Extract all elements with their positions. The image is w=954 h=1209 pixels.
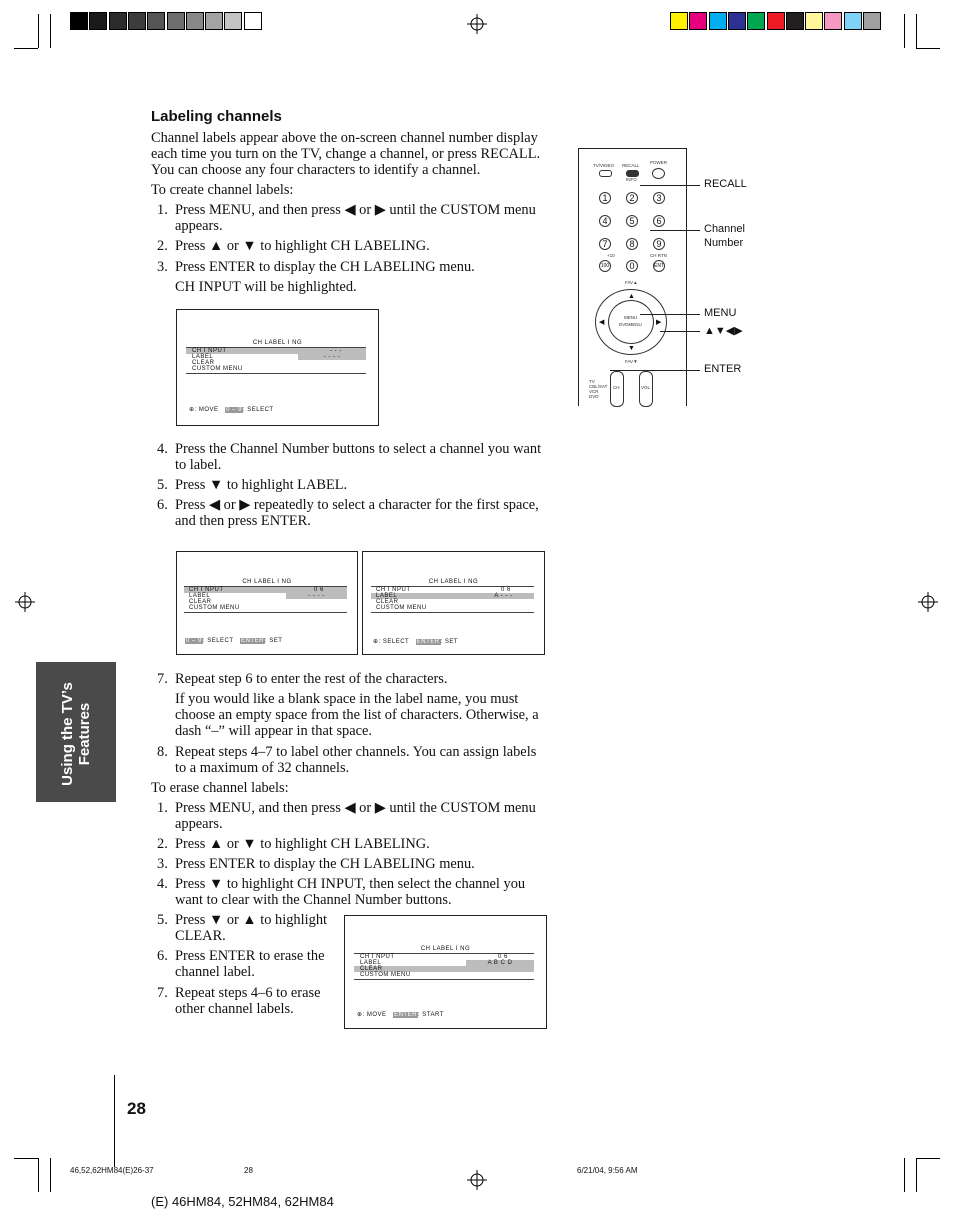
crop-mark	[38, 1158, 39, 1192]
color-swatch	[747, 12, 765, 30]
screen-title: CH LABEL I NG	[252, 340, 303, 346]
digit-100-button: 100	[599, 260, 611, 272]
step-item: 6. Press ◀ or ▶ repeatedly to select a character for the first space, and then press ENTER.	[157, 497, 539, 529]
gray-swatch	[244, 12, 262, 30]
gray-swatch	[70, 12, 88, 30]
step-item: 8. Repeat steps 4–7 to label other channels. You can assign labels to a maximum of 32 channels.	[157, 744, 537, 776]
digit-3-button: 3	[653, 192, 665, 204]
menu-row-ch-input: CH I NPUT 0 6	[360, 954, 508, 960]
callout-line	[610, 370, 700, 371]
mode-tv-label: TV	[589, 379, 595, 384]
ch-label: CH	[613, 385, 620, 390]
callout-line	[640, 185, 700, 186]
ch-labeling-screen	[362, 551, 545, 655]
remote-control-illustration	[578, 148, 687, 406]
menu-button-label: MENU	[624, 315, 638, 320]
callout-number: Number	[704, 237, 744, 249]
crop-mark	[916, 1158, 940, 1159]
menu-row-label: LABEL - - - -	[186, 354, 366, 360]
digit-7-button: 7	[599, 238, 611, 250]
tv-video-label: TV/VIDEO	[593, 163, 615, 168]
screen-title: CH LABEL I NG	[428, 579, 479, 585]
step-item: 6. Press ENTER to erase the channel label.	[157, 948, 325, 980]
ch-labeling-screen	[176, 551, 358, 655]
power-label: POWER	[650, 160, 668, 165]
gray-swatch	[128, 12, 146, 30]
menu-row-custom-menu: CUSTOM MENU	[189, 605, 240, 611]
callout-line	[660, 331, 700, 332]
footer-file: 46,52,62HM84(E)26-37	[70, 1166, 154, 1175]
digit-6-button: 6	[653, 215, 665, 227]
color-swatch	[767, 12, 785, 30]
step-note: If you would like a blank space in the label name, you must choose an empty space from the list of characters. Otherwise, a dash “–” will appear in that space.	[175, 691, 539, 739]
recall-label: RECALL	[622, 163, 640, 168]
gray-swatch	[147, 12, 165, 30]
screen-title: CH LABEL I NG	[420, 946, 471, 952]
fav-down-label: FAV▼	[625, 359, 638, 364]
crop-mark	[916, 48, 940, 49]
digit-1-button: 1	[599, 192, 611, 204]
divider	[371, 612, 534, 613]
footer-page: 28	[244, 1166, 253, 1175]
gray-swatch	[89, 12, 107, 30]
create-intro: To create channel labels:	[151, 182, 294, 198]
arrow-right-icon: ▶	[656, 318, 662, 326]
vol-label: VOL	[641, 385, 651, 390]
arrow-up-icon: ▲	[628, 292, 635, 300]
step-item: 2. Press ▲ or ▼ to highlight CH LABELING.	[157, 836, 430, 852]
digit-4-button: 4	[599, 215, 611, 227]
gray-swatch	[167, 12, 185, 30]
crop-mark	[916, 14, 917, 48]
color-swatch	[728, 12, 746, 30]
recall-button	[626, 170, 639, 177]
section-side-tab: Using the TV’s Features	[36, 662, 116, 802]
menu-row-label: LABEL A - - -	[371, 593, 534, 599]
color-swatch	[863, 12, 881, 30]
color-swatch	[709, 12, 727, 30]
page-heading: Labeling channels	[151, 108, 282, 125]
plus10-label: +10	[607, 253, 615, 258]
page-number-divider	[114, 1075, 115, 1167]
crop-mark	[50, 1158, 51, 1192]
screen-footer: ⊕: SELECT ENTER: SET	[373, 639, 459, 645]
step-item: 7. Repeat step 6 to enter the rest of the characters.	[157, 671, 448, 687]
callout-line	[640, 314, 700, 315]
color-swatch	[786, 12, 804, 30]
power-button	[652, 168, 665, 179]
registration-mark-icon	[467, 14, 487, 39]
info-label: INFO	[626, 177, 637, 182]
callout-menu: MENU	[704, 307, 737, 319]
gray-swatch	[205, 12, 223, 30]
digit-8-button: 8	[626, 238, 638, 250]
dvdmenu-button-label: DVDMENU	[619, 322, 642, 327]
callout-arrows: ▲▼◀▶	[704, 325, 743, 337]
step-item: 7. Repeat steps 4–6 to erase other channel labels.	[157, 985, 321, 1017]
color-swatch	[689, 12, 707, 30]
ch-labeling-screen	[344, 915, 547, 1029]
menu-row-ch-input: CH I NPUT 0 6	[376, 587, 511, 593]
gray-swatch	[109, 12, 127, 30]
callout-recall: RECALL	[704, 178, 747, 190]
callout-channel: Channel	[704, 223, 745, 235]
step-item: 4. Press ▼ to highlight CH INPUT, then select the channel you want to clear with the Channel Number buttons.	[157, 876, 526, 908]
arrow-down-icon: ▼	[628, 344, 635, 352]
menu-row-custom-menu: CUSTOM MENU	[360, 972, 411, 978]
chrtn-label: CH RTN	[650, 253, 667, 258]
fav-up-label: FAV▲	[625, 280, 638, 285]
arrow-left-icon: ◀	[599, 318, 605, 326]
step-item: 3. Press ENTER to display the CH LABELING menu.	[157, 856, 475, 872]
menu-row-clear: CLEAR	[189, 599, 212, 605]
page-number: 28	[127, 1099, 146, 1118]
menu-row-clear: CLEAR	[192, 360, 215, 366]
crop-mark	[916, 1158, 917, 1192]
screen-footer: 0 – 9: SELECT ENTER: SET	[186, 638, 283, 644]
color-swatch	[670, 12, 688, 30]
registration-mark-icon	[467, 1170, 487, 1195]
crop-mark	[904, 14, 905, 48]
crop-mark	[904, 1158, 905, 1192]
intro-paragraph: Channel labels appear above the on-screen channel number display each time you turn on the TV, change a channel, or press RECALL. You can choose any four characters to identify a channel.	[151, 130, 541, 178]
menu-row-label: LABEL A B C D	[354, 960, 534, 966]
gray-swatch	[186, 12, 204, 30]
mode-vcr-label: VCR	[589, 389, 599, 394]
menu-row-custom-menu: CUSTOM MENU	[376, 605, 427, 611]
digit-2-button: 2	[626, 192, 638, 204]
divider	[184, 612, 347, 613]
digit-5-button: 5	[626, 215, 638, 227]
callout-enter: ENTER	[704, 363, 742, 375]
erase-intro: To erase channel labels:	[151, 780, 289, 796]
digit-0-button: 0	[626, 260, 638, 272]
registration-mark-icon	[15, 592, 35, 617]
step-item: 1. Press MENU, and then press ◀ or ▶ until the CUSTOM menu appears.	[157, 202, 536, 234]
menu-row-custom-menu: CUSTOM MENU	[192, 366, 243, 372]
mode-cbl-label: CBL/SAT	[589, 384, 608, 389]
step-item: 1. Press MENU, and then press ◀ or ▶ until the CUSTOM menu appears.	[157, 800, 536, 832]
step-item: 3. Press ENTER to display the CH LABELING menu.	[157, 259, 475, 275]
screen-footer: ⊕: MOVE ENTER: START	[357, 1012, 444, 1018]
step-note: CH INPUT will be highlighted.	[175, 279, 357, 295]
menu-row-ch-input: CH I NPUT - - -	[186, 348, 366, 354]
registration-mark-icon	[918, 592, 938, 617]
color-swatch	[844, 12, 862, 30]
ch-labeling-screen	[176, 309, 379, 426]
step-item: 2. Press ▲ or ▼ to highlight CH LABELING.	[157, 238, 430, 254]
callout-line	[650, 230, 700, 231]
step-item: 4. Press the Channel Number buttons to select a channel you want to label.	[157, 441, 542, 473]
footer-model: (E) 46HM84, 52HM84, 62HM84	[151, 1194, 334, 1209]
menu-row-clear: CLEAR	[376, 599, 399, 605]
digit-9-button: 9	[653, 238, 665, 250]
color-swatch	[824, 12, 842, 30]
crop-mark	[14, 1158, 38, 1159]
screen-title: CH LABEL I NG	[242, 579, 292, 585]
step-item: 5. Press ▼ or ▲ to highlight CLEAR.	[157, 912, 328, 944]
color-swatch	[805, 12, 823, 30]
crop-mark	[38, 14, 39, 48]
menu-row-clear: CLEAR	[354, 966, 534, 972]
crop-mark	[14, 48, 38, 49]
tv-video-button	[599, 170, 612, 177]
divider	[354, 979, 534, 980]
menu-row-label: LABEL - - - -	[184, 593, 347, 599]
footer-date: 6/21/04, 9:56 AM	[577, 1166, 638, 1175]
gray-swatch	[224, 12, 242, 30]
mode-dvd-label: DVD	[589, 394, 599, 399]
step-item: 5. Press ▼ to highlight LABEL.	[157, 477, 348, 493]
divider	[186, 373, 366, 374]
ent-button: ENT	[653, 260, 665, 272]
menu-row-ch-input: CH I NPUT 0 6	[184, 587, 347, 593]
crop-mark	[50, 14, 51, 48]
screen-footer: ⊕: MOVE 0 – 9: SELECT	[189, 407, 274, 413]
